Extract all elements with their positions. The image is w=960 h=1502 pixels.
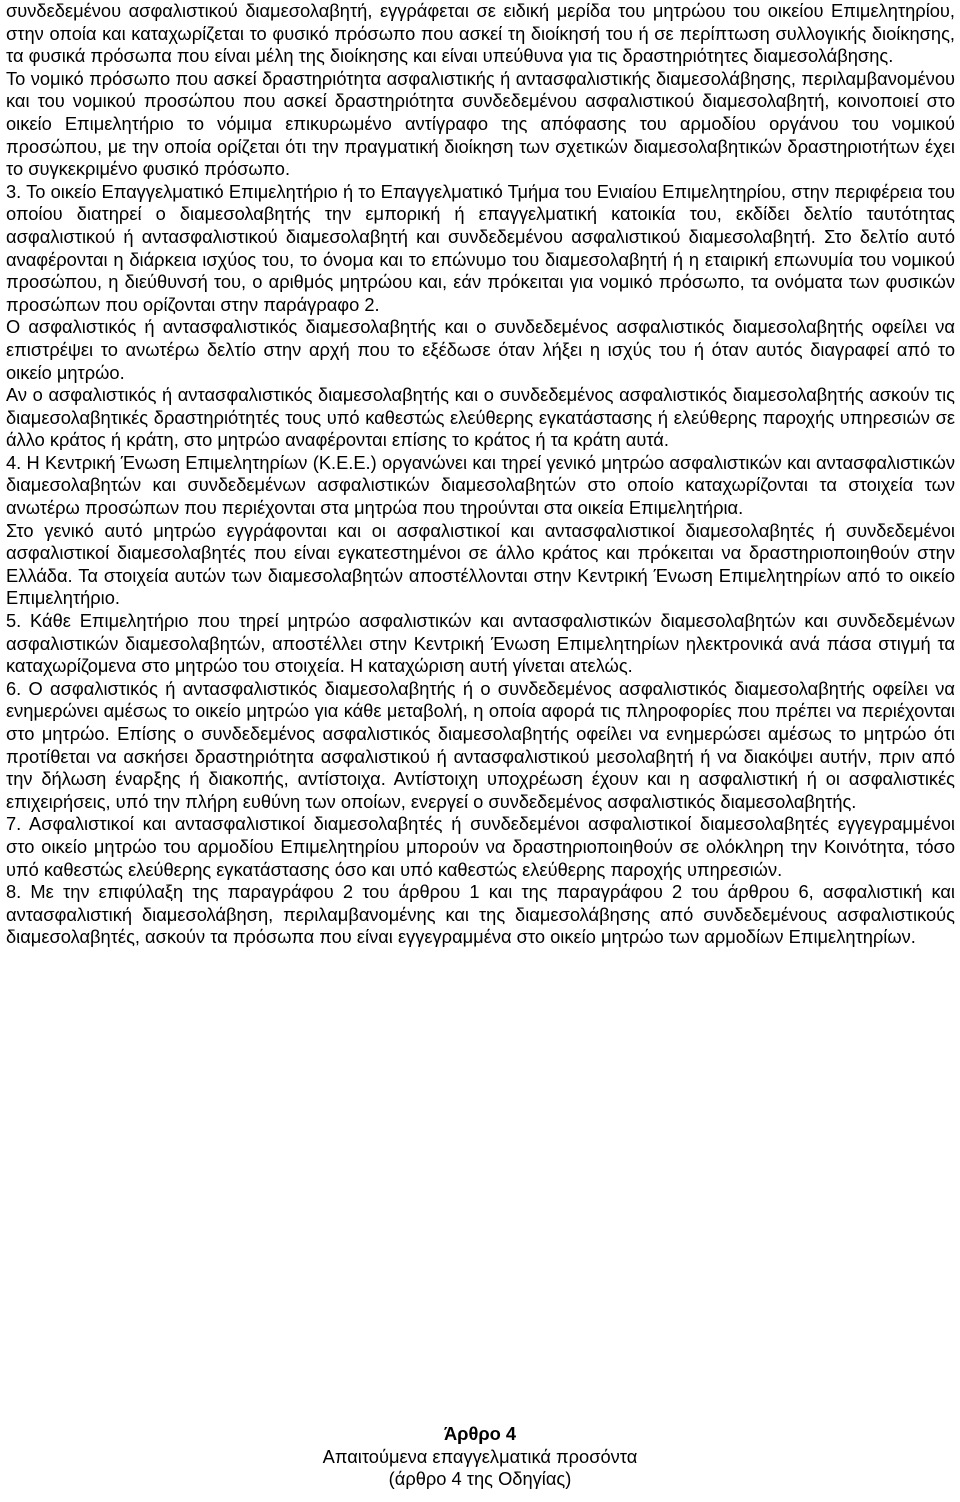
paragraph-3-other-states: Αν ο ασφαλιστικός ή αντασφαλιστικός διαμεσολαβητής και ο συνδεδεμένος ασφαλιστικός διαμεσολαβητής ασκούν τις διαμεσολαβητικές δραστηριότητές τους υπό καθεστώς ελεύθερης εγκατάστασης ή ελεύθερης παροχής υπηρεσιών σε άλλο κράτος ή κράτη, στο μητρώο αναφέρονται επίσης το κράτος ή τα κράτη αυτά. <box>6 384 955 451</box>
paragraph-4-general-register: Στο γενικό αυτό μητρώο εγγράφονται και οι ασφαλιστικοί και αντασφαλιστικοί διαμεσολαβητές ή συνδεδεμένοι ασφαλιστικοί διαμεσολαβητές που είναι εγκατεστημένοι σε άλλο κράτος και πρόκειται να δραστηριοποιηθούν στην Ελλάδα. Τα στοιχεία αυτών των διαμεσολαβητών αποστέλλονται στην Κεντρική Ένωση Επιμελητηρίων από το οικείο Επιμελητήριο. <box>6 519 955 609</box>
paragraph-6: 6. Ο ασφαλιστικός ή αντασφαλιστικός διαμεσολαβητής ή ο συνδεδεμένος ασφαλιστικός διαμεσολαβητής οφείλει να ενημερώνει αμέσως το οικείο μητρώο για κάθε μεταβολή, η οποία αφορά τις πληροφορίες που πρέπει να περιέχονται στο μητρώο. Επίσης ο συνδεδεμένος ασφαλιστικός διαμεσολαβητής οφείλει να ενημερώσει αμέσως το μητρώο ότι προτίθεται να ασκήσει δραστηριότητα ασφαλιστικού ή αντασφαλιστικού μεσολαβητή ή να διακόψει αυτήν, πριν από την δήλωση έναρξης ή διακοπής, αντίστοιχα. Αντίστοιχη υποχρέωση έχουν και η ασφαλιστική ή οι ασφαλιστικές επιχειρήσεις, υπό την πλήρη ευθύνη των οποίων, ενεργεί ο συνδεδεμένος ασφαλιστικός διαμεσολαβητής. <box>6 677 955 812</box>
article-title: Άρθρο 4 <box>443 1423 517 1444</box>
paragraph-3-return-card: Ο ασφαλιστικός ή αντασφαλιστικός διαμεσολαβητής και ο συνδεδεμένος ασφαλιστικός διαμεσολαβητής οφείλει να επιστρέψει το ανωτέρω δελτίο στην αρχή που το εξέδωσε όταν λήξει η ισχύς του ή όταν αυτός διαγραφεί από το οικείο μητρώο. <box>6 316 955 383</box>
paragraph-5: 5. Κάθε Επιμελητήριο που τηρεί μητρώο ασφαλιστικών και αντασφαλιστικών διαμεσολαβητών και συνδεδεμένων ασφαλιστικών διαμεσολαβητών, αποστέλλει στην Κεντρική Ένωση Επιμελητηρίων ηλεκτρονικά ανά πάσα στιγμή τα καταχωρίζομενα στο μητρώο του στοιχεία. Η καταχώριση αυτή γίνεται ατελώς. <box>6 610 955 677</box>
article-reference: (άρθρο 4 της Οδηγίας) <box>388 1468 572 1490</box>
paragraph-7: 7. Ασφαλιστικοί και αντασφαλιστικοί διαμεσολαβητές ή συνδεδεμένοι ασφαλιστικοί διαμεσολαβητές εγγεγραμμένοι στο οικείο μητρώο του αρμοδίου Επιμελητηρίου μπορούν να δραστηριοποιηθούν σε ολόκληρη την Κοινότητα, τόσο υπό καθεστώς ελεύθερης εγκατάστασης όσο και υπό καθεστώς ελεύθερης παροχής υπηρεσιών. <box>6 813 955 880</box>
article-heading <box>0 1423 960 1491</box>
paragraph-8: 8. Με την επιφύλαξη της παραγράφου 2 του άρθρου 1 και της παραγράφου 2 του άρθρου 6, ασφαλιστική και αντασφαλιστική διαμεσολάβηση, περιλαμβανομένης και της διαμεσολάβησης από συνδεδεμένους ασφαλιστικούς διαμεσολαβητές, ασκούν τα πρόσωπα που είναι εγγεγραμμένα στο οικείο μητρώο των αρμοδίων Επιμελητηρίων. <box>6 881 955 948</box>
document-body <box>6 0 955 949</box>
paragraph-continuation: συνδεδεμένου ασφαλιστικού διαμεσολαβητή, εγγράφεται σε ειδική μερίδα του μητρώου του οικείου Επιμελητηρίου, στην οποία και καταχωρίζεται το φυσικό πρόσωπο που ασκεί τη διοίκησή του ή σε περίπτωση συλλογικής διοίκησης, τα φυσικά πρόσωπα που είναι μέλη της διοίκησης και είναι υπεύθυνα για τις δραστηριότητες διαμεσολάβησης. <box>6 0 955 67</box>
paragraph-4: 4. Η Κεντρική Ένωση Επιμελητηρίων (Κ.Ε.Ε.) οργανώνει και τηρεί γενικό μητρώο ασφαλιστικών και αντασφαλιστικών διαμεσολαβητών και συνδεδεμένων ασφαλιστικών διαμεσολαβητών στο οποίο καταχωρίζονται τα στοιχεία των ανωτέρω προσώπων που περιέχονται στα μητρώα που τηρούνται στα οικεία Επιμελητήρια. <box>6 451 955 519</box>
article-subtitle: Απαιτούμενα επαγγελματικά προσόντα <box>322 1445 638 1467</box>
paragraph-legal-entity: Το νομικό πρόσωπο που ασκεί δραστηριότητα ασφαλιστικής ή αντασφαλιστικής διαμεσολάβησης, περιλαμβανομένου και του νομικού προσώπου που ασκεί δραστηριότητα συνδεδεμένου ασφαλιστικού διαμεσολαβητή, κοινοποιεί στο οικείο Επιμελητήριο το νόμιμα επικυρωμένο αντίγραφο της απόφασης του αρμοδίου οργάνου του νομικού προσώπου, με την οποία ορίζεται ότι την πραγματική διοίκηση των σχετικών διαμεσολαβητικών δραστηριοτήτων έχει το συγκεκριμένο φυσικό πρόσωπο. <box>6 67 955 180</box>
paragraph-3: 3. Το οικείο Επαγγελματικό Επιμελητήριο ή το Επαγγελματικό Τμήμα του Ενιαίου Επιμελητηρίου, στην περιφέρεια του οποίου διατηρεί ο διαμεσολαβητής την εμπορική ή επαγγελματική κατοικία του, εκδίδει δελτίο ταυτότητας ασφαλιστικού ή αντασφαλιστικού διαμεσολαβητή και συνδεδεμένου ασφαλιστικού διαμεσολαβητή. Στο δελτίο αυτό αναφέρονται η διάρκεια ισχύος του, το όνομα και το επώνυμο του διαμεσολαβητή ή η εταιρική επωνυμία του νομικού προσώπου, η διεύθυνσή του, ο αριθμός μητρώου και, εάν πρόκειται για νομικό πρόσωπο, τα ονόματα των φυσικών προσώπων που ορίζονται στην παράγραφο 2. <box>6 180 955 315</box>
